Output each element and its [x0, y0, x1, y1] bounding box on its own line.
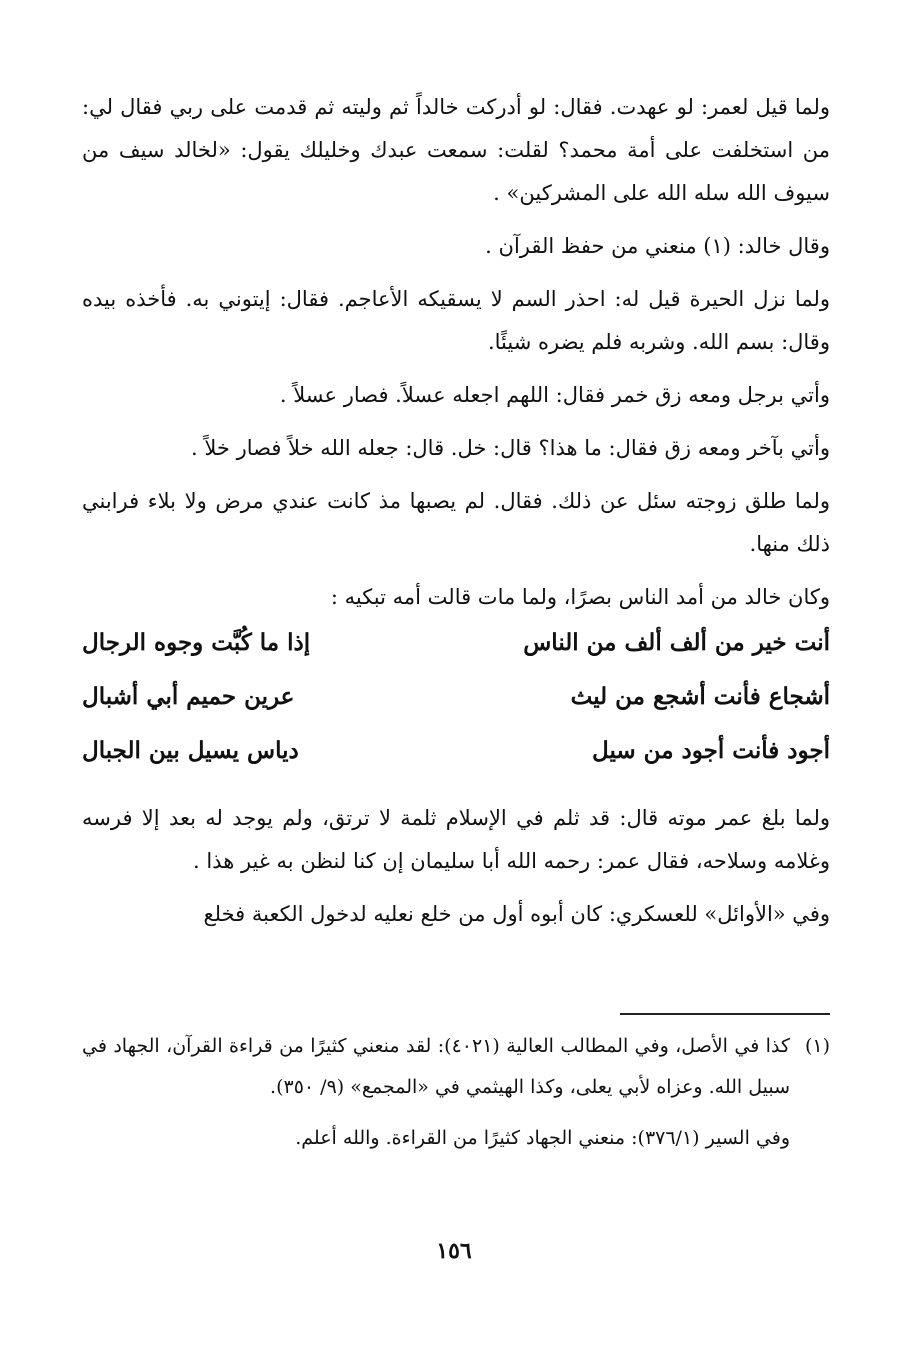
- main-text: [82, 86, 830, 936]
- verse-first-hemistich: أشجاع فأنت أشجع من ليث: [570, 683, 830, 710]
- poem-verse: [82, 683, 830, 737]
- paragraph-mother-elegy: وكان خالد من أمد الناس بصرًا، ولما مات قالت أمه تبكيه :: [330, 585, 830, 609]
- paragraph-divorce: ولما طلق زوجته سئل عن ذلك. فقال. لم يصبها مذ كانت عندي مرض ولا بلاء فرابني ذلك منها.: [82, 489, 830, 556]
- footnotes: [82, 1026, 830, 1159]
- paragraph-umar-succession: ولما قيل لعمر: لو عهدت. فقال: لو أدركت خالداً ثم وليته ثم قدمت على ربي فقال لي: من استخلفت على أمة محمد؟ لقلت: سمعت عبدك وخليلك يقول: «لخالد سيف من سيوف الله سله الله على المشركين» .: [82, 95, 830, 205]
- paragraph-khalid-quote: وقال خالد: (١) منعني من حفظ القرآن .: [485, 234, 830, 258]
- footnote-item: [82, 1026, 830, 1108]
- poem-verse: [82, 737, 830, 791]
- paragraph-awail: وفي «الأوائل» للعسكري: كان أبوه أول من خلع نعليه لدخول الكعبة فخلع: [203, 902, 830, 926]
- footnote-number: (١): [804, 1035, 830, 1057]
- paragraph-wine-honey: وأتي برجل ومعه زق خمر فقال: اللهم اجعله عسلاً. فصار عسلاً .: [279, 383, 830, 407]
- poem-verse: [82, 629, 830, 683]
- paragraph-umar-grief: ولما بلغ عمر موته قال: قد ثلم في الإسلام ثلمة لا ترتق، ولم يوجد له بعد إلا فرسه وغلامه وسلاحه، فقال عمر: رحمه الله أبا سليمان إن كنا لنظن به غير هذا .: [82, 806, 830, 873]
- verse-first-hemistich: أجود فأنت أجود من سيل: [592, 737, 830, 764]
- footnote-text: كذا في الأصل، وفي المطالب العالية (٤٠٢١): لقد منعني كثيرًا من قراءة القرآن، الجهاد في سبيل الله. وعزاه لأبي يعلى، وكذا الهيثمي في «المجمع» (٩/ ٣٥٠).: [82, 1035, 790, 1098]
- paragraph-vinegar: وأتي بآخر ومعه زق فقال: ما هذا؟ قال: خل. قال: جعله الله خلاً فصار خلاً .: [191, 436, 830, 460]
- footnote-extra: وفي السير (٣٧٦/١): منعني الجهاد كثيرًا من القراءة. والله أعلم.: [295, 1127, 790, 1149]
- verse-second-hemistich: دياس يسيل بين الجبال: [82, 737, 299, 764]
- verse-second-hemistich: عرين حميم أبي أشبال: [82, 683, 295, 710]
- page-number: ١٥٦: [436, 1238, 472, 1264]
- poem: [82, 629, 830, 791]
- footnote-divider: [620, 1013, 830, 1015]
- verse-first-hemistich: أنت خير من ألف ألف من الناس: [523, 629, 830, 656]
- verse-second-hemistich: إذا ما كُبَّت وجوه الرجال: [82, 629, 311, 656]
- paragraph-poison: ولما نزل الحيرة قيل له: احذر السم لا يسقيكه الأعاجم. فقال: إيتوني به. فأخذه بيده وقال: بسم الله. وشربه فلم يضره شيئًا.: [82, 287, 830, 354]
